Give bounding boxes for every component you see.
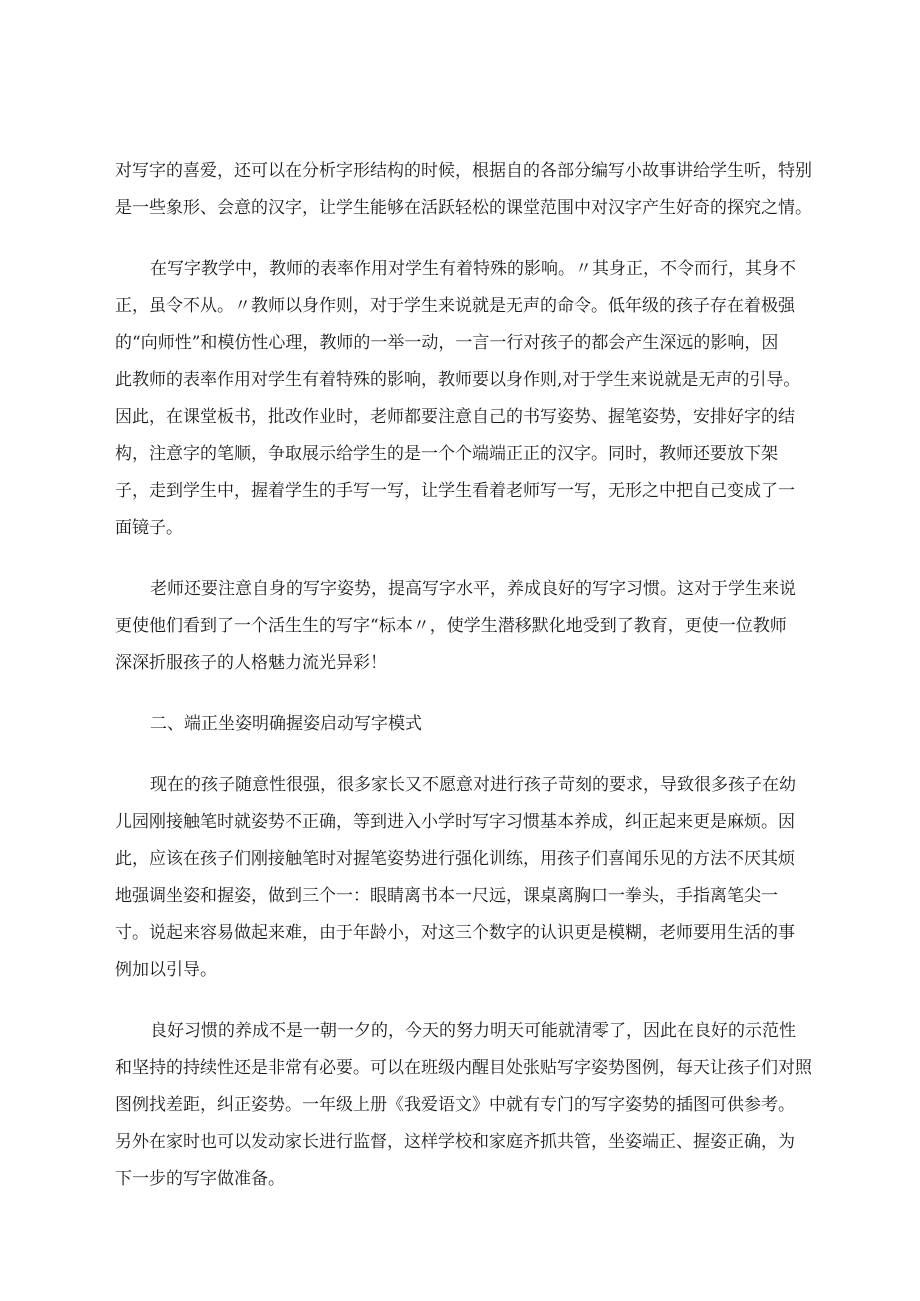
- line-text: 正，虽令不从。〃教师以身作则，对于学生来说就是无声的命令。低年级的孩子存在着极强: [115, 296, 795, 316]
- text-line: [0, 513, 920, 543]
- text-line: [0, 365, 920, 395]
- text-line: [0, 254, 920, 284]
- text-line: [0, 1053, 920, 1083]
- text-line: [0, 881, 920, 911]
- text-line: [0, 574, 920, 604]
- text-line: [0, 156, 920, 186]
- text-line: [0, 476, 920, 506]
- text-line: [0, 291, 920, 321]
- text-line: [0, 1016, 920, 1046]
- line-text: 下一步的写字做准备。: [115, 1169, 285, 1189]
- line-text: 是一些象形、会意的汉字，让学生能够在活跃轻松的课堂范围中对汉字产生好奇的探究之情。: [115, 198, 812, 218]
- line-text: 此教师的表率作用对学生有着特殊的影响，教师要以身作则,对于学生来说就是无声的引导。: [115, 370, 801, 390]
- line-text: 寸。说起来容易做起来难，由于年龄小，对这三个数字的认识更是模糊，老师要用生活的事: [115, 923, 795, 943]
- text-line: [0, 1090, 920, 1120]
- text-line: [0, 328, 920, 358]
- line-text: 地强调坐姿和握姿，做到三个一：眼睛离书本一尺远，课桌离胸口一拳头，手指离笔尖一: [115, 886, 778, 906]
- text-line: [0, 955, 920, 985]
- line-text: 良好习惯的养成不是一朝一夕的，今天的努力明天可能就清零了，因此在良好的示范性: [150, 1021, 796, 1041]
- line-text: 因此，在课堂板书，批改作业时，老师都要注意自己的书写姿势、握笔姿势，安排好字的结: [115, 407, 795, 427]
- line-text: 和坚持的持续性还是非常有必要。可以在班级内醒目处张贴写字姿势图例，每天让孩子们对照: [115, 1058, 812, 1078]
- line-text: 图例找差距，纠正姿势。一年级上册《我爱语文》中就有专门的写字姿势的插图可供参考。: [115, 1095, 795, 1115]
- line-text: 现在的孩子随意性很强，很多家长又不愿意对进行孩子苛刻的要求，导致很多孩子在幼: [150, 775, 796, 795]
- line-text: 儿园刚接触笔时就姿势不正确，等到进入小学时写字习惯基本养成，纠正起来更是麻烦。因: [115, 812, 795, 832]
- text-line: [0, 648, 920, 678]
- line-text: 老师还要注意自身的写字姿势，提高写字水平，养成良好的写字习惯。这对于学生来说: [150, 579, 796, 599]
- section-heading: [0, 709, 920, 739]
- line-text: 另外在家时也可以发动家长进行监督，这样学校和家庭齐抓共管，坐姿端正、握姿正确，为: [115, 1132, 795, 1152]
- line-text: 在写字教学中，教师的表率作用对学生有着特殊的影响。〃其身正，不令而行，其身不: [150, 259, 796, 279]
- line-text: 构，注意字的笔顺，争取展示给学生的是一个个端端正正的汉字。同时，教师还要放下架: [115, 444, 778, 464]
- text-line: [0, 1127, 920, 1157]
- text-line: [0, 807, 920, 837]
- text-line: [0, 611, 920, 641]
- heading-text: 二、端正坐姿明确握姿启动写字模式: [150, 714, 422, 734]
- line-text: 例加以引导。: [115, 960, 217, 980]
- text-line: [0, 844, 920, 874]
- line-text: 对写字的喜爱，还可以在分析字形结构的时候，根据自的各部分编写小故事讲给学生听，特别: [115, 161, 812, 181]
- line-text: 深深折服孩子的人格魅力流光异彩！: [115, 653, 387, 673]
- line-text: 子，走到学生中，握着学生的手写一写，让学生看着老师写一写，无形之中把自己变成了一: [115, 481, 795, 501]
- line-text: 更使他们看到了一个活生生的写字“标本〃，使学生潜移默化地受到了教育，更使一位教师: [115, 616, 787, 636]
- line-text: 面镜子。: [115, 518, 183, 538]
- text-line: [0, 439, 920, 469]
- text-line: [0, 918, 920, 948]
- line-text: 的“向师性”和模仿性心理，教师的一举一动，一言一行对孩子的都会产生深远的影响，因: [115, 333, 779, 353]
- text-line: [0, 193, 920, 223]
- line-text: 此，应该在孩子们刚接触笔时对握笔姿势进行强化训练，用孩子们喜闻乐见的方法不厌其烦: [115, 849, 795, 869]
- text-line: [0, 1164, 920, 1194]
- text-line: [0, 402, 920, 432]
- text-line: [0, 770, 920, 800]
